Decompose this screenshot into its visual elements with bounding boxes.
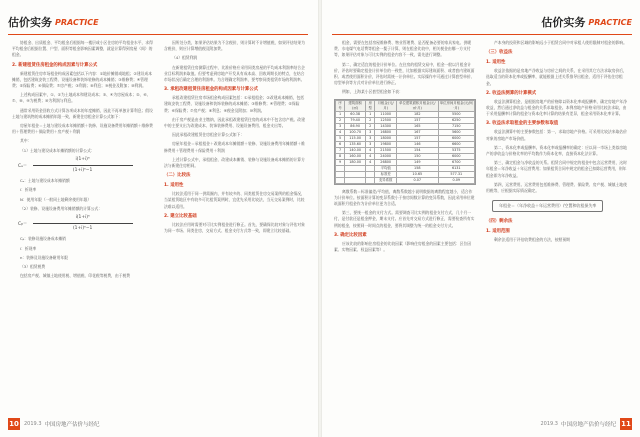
table-cell: 182: [397, 111, 438, 117]
table-cell: 2: [366, 117, 375, 123]
paragraph: 比较法应用时需要对可比实例租金进行修正。首先，要确保比较对象与评估对象为同一市场、同类住房，交易方式、租金支付方式等一致，即建立比较基础。: [164, 221, 305, 234]
table-cell: 86.90: [345, 123, 366, 129]
table-cell: 0.07: [397, 177, 438, 183]
table-header-cell: 月租金(元/月): [375, 100, 397, 111]
paragraph: 承租改建租赁住房市场租金构成因素包括：①承租租金；②改建成本摊销，包括建筑安装工程费、设施设备和装饰装修的成本摊销；③维修费；④管理费；⑤保险费；⑥保险费；⑦房产税；⑧利息；⑨税金及附加；⑩利润。: [164, 95, 305, 113]
paragraph: （2）装修、设施设备费用年摊销额的计算公式：: [20, 205, 103, 211]
left-header-title-en: PRACTICE: [55, 17, 99, 27]
paragraph: 上述计算公式中，承租租金、改建成本摊销、装修与设施设备成本摊销的计算方法与新建住房相同。: [164, 156, 305, 169]
table-cell: 115.00: [345, 135, 366, 141]
table-row: [336, 177, 475, 183]
table-cell: 5500: [438, 111, 474, 117]
left-page-number: 10: [9, 420, 19, 428]
table-cell: [336, 177, 345, 183]
column-2: [164, 40, 306, 410]
table-cell: 5375: [438, 147, 474, 153]
table-cell: 4: [366, 153, 375, 159]
table-cell: 6600: [438, 141, 474, 147]
table-cell: 18000: [375, 135, 397, 141]
left-header-title: 估价实务: [8, 16, 52, 29]
paragraph: 房屋年租金＝土地与建设成本年摊销额＋装修、设施设备费用年摊销额＋维修费用＋管理费用＋保险费用＋房产税＋利润: [12, 123, 153, 135]
paragraph: 收益法依据的是房地产净收益与房价之间的关系，在采用其它方法求取房价后，选取适当的资本化率或报酬率，就能根据上述关系推导出租金，适用于评估住房租金。: [486, 68, 627, 86]
table-cell: 60.38: [345, 111, 366, 117]
paragraph: 协租金、出质租金、平均租金后根据每一楼层或小区住房的平均租金水平，求得平均租金后根据位置、户型、面积等租金影响因素调整，就是计算得到房屋（间）的租金。: [12, 40, 153, 58]
paragraph: 因所处分类，如果评估结果为不含税价，则计算时不计增值税，如果评估结果为含税价，则应计算增值税及附加费。: [164, 40, 305, 52]
paragraph: N：使用年限（一般同土地剩余使用年限）: [20, 196, 92, 202]
paragraph: 收益法测算租金，是根据房地产的价格除以资本化率或报酬率，确定房地产年净收益，然后通过净收益与租金的关系求取租金。本例房地产价格采用比较法求取，由于采用报酬率计算的租金与资本化率计算的结果有差异，租金采用资本化率计算。: [486, 98, 627, 117]
table-cell: 577.31: [438, 171, 474, 177]
paragraph: 例如，上海某小区套型租金如下表：: [342, 89, 403, 95]
paragraph: i：折现率: [20, 187, 37, 193]
paragraph: 新建租赁住房市场租金构成因素包括以下内容：①地价摊销或地租；②建设成本摊销，包括建筑安装工程费、设施设备和装饰装修的成本摊销；③维修费；④管理费；⑤保险费；⑥保险费；⑦房产税；③利润；⑧利息；⑨税金及附加；⑩利润。: [12, 70, 153, 89]
right-header-rule: [332, 34, 632, 35]
table-cell: 100.70: [345, 129, 366, 135]
left-issue: 2019.3: [24, 421, 42, 427]
table-cell: 6700: [438, 159, 474, 165]
paragraph: 收益法测算中的主要参数包括：第一，求取房地产价格。可采用比较法来取估价对象的房地产市场价值。: [486, 129, 627, 141]
section-heading: （三）收益法: [486, 50, 513, 56]
table-cell: 4: [366, 147, 375, 153]
table-cell: 19800: [375, 141, 397, 147]
subsection-heading: 3. 确定比较因素: [334, 232, 367, 238]
table-header-cell: 房型: [366, 100, 375, 111]
table-cell: [366, 177, 375, 183]
paragraph: 通常采用资金回收方式计算各项成本的年度摊销，因此不再单独计算利息；假设土地与建筑物的成本摊销年限一致，新建住房租金计算公式如下：: [12, 107, 153, 119]
table-cell: 3: [336, 123, 345, 129]
paragraph: 在新建租赁住房测算过程中，比准价格应采用同类房屋的平均成本利润率结合企业目标利润来取值。但要考虑到房地产开发具有成本高、回收周期长的特点，在结合市场状况后确定合理的利润率。为合理确定利润率，要考察同类租赁市场的利润率。: [164, 64, 305, 83]
table-cell: 12500: [375, 117, 397, 123]
table-cell: 2: [366, 123, 375, 129]
left-header-rule: [8, 34, 308, 35]
paragraph: n：装修及设施设备耐用年限: [20, 254, 68, 260]
paragraph: 因此承租改建租赁住房租金计算公式如下：: [172, 132, 245, 138]
table-cell: 14300: [375, 123, 397, 129]
subsection-heading: 1. 适用范围: [486, 229, 510, 235]
table-cell: 3: [366, 129, 375, 135]
table-cell: 157: [397, 117, 438, 123]
paragraph: 第三，要统一租金的支付方式。需要调查可比实例的租金支付方式，几个月一付，是付款还是租金押金，期末支付。应首先对交易方式进行修正，需要检查所有实例的租金，按照同一时间点的租金，要将其调整为统一的租金支付方式。: [334, 210, 475, 228]
subsection-heading: 2. 建立比较基础: [164, 213, 197, 219]
table-cell: 8: [336, 153, 345, 159]
left-page-footer: [8, 417, 100, 431]
subsection-heading: 1. 适用性: [164, 183, 184, 189]
paragraph: i：折现率: [20, 245, 37, 251]
table-header-cell: 单位建筑面积月租金(元/㎡·月): [397, 100, 438, 111]
paragraph: 应该比较的影响住房租金的比较因素（影响住房租金的因素主要包括：区位因素、实物因素、权益因素等）。: [334, 240, 472, 253]
paragraph: 比较法适用于同一供需圈内，并有较多的、同类租赁住房交易案例的租金情况，当某租赁地区中有较多可比租赁案例时，宜优先采用比较法，当无交易案例时，比较法难以适用。: [164, 191, 305, 209]
page-gutter: [318, 0, 322, 437]
table-cell: 180.00: [345, 159, 366, 165]
table-header-cell: 序号: [336, 100, 345, 111]
table-cell: 154: [397, 147, 438, 153]
paragraph: 剩余法适用于评估收费租金的方法，按照预期: [494, 237, 570, 243]
table-cell: 4: [336, 129, 345, 135]
table-cell: 160.00: [345, 153, 366, 159]
paragraph: Cₐ：土地与建设成本年摊销额: [20, 178, 70, 184]
paragraph: Cᵦ：装修设施设备成本摊销: [20, 236, 66, 242]
table-cell: 6: [336, 141, 345, 147]
rent-table: [335, 100, 475, 184]
paragraph: 离散系数＝标准偏差/平均值，离散系数越小说明数据的离散程度越小，适合作为计价单位。按面积计算的变异系数小于按房间数计算的变异系数，因此采用单位建筑面积月租金作为计价单位更为合适。: [334, 188, 475, 207]
paragraph: 第三，确定租金与净收益的关系。租赁合同中规定的租金中包含运营费用，这时年租金＝年净收益＋年运营费用；如果租赁合同中规定的租金已扣除运营费用，则年租金即为年净收益。: [486, 160, 627, 178]
formula-denominator: (1+i)ⁿ−1: [72, 168, 93, 174]
paragraph: 其中：: [20, 138, 32, 144]
left-page-header: [8, 12, 99, 32]
table-cell: 6000: [438, 153, 474, 159]
right-page-header: [541, 12, 632, 32]
table-cell: 10.65: [397, 171, 438, 177]
table-cell: 157: [397, 135, 438, 141]
formula-numerator: i(1+i)ⁿ: [75, 215, 90, 221]
table-cell: 4: [366, 159, 375, 165]
column-3: [334, 40, 476, 410]
table-cell: 6250: [438, 117, 474, 123]
section-heading: （二）比较法: [164, 173, 191, 179]
table-header-row: [336, 100, 475, 111]
table-cell: 7150: [438, 123, 474, 129]
table-cell: 6131: [438, 165, 474, 171]
table-cell: 79.40: [345, 117, 366, 123]
paragraph: 产本身的投资和区域的影响远小于租赁合同中对承租人使用限制对租金的影响。: [494, 40, 627, 45]
section-heading: 2. 新建租赁住房租金的构成因素与计算公式: [12, 62, 98, 68]
rent-table-container: [334, 99, 476, 185]
formula-lhs: Cᵦ＝: [18, 222, 28, 228]
table-cell: 16800: [375, 129, 397, 135]
section-heading: （四）剩余法: [486, 219, 513, 225]
subsection-heading: 1. 适用性: [486, 60, 506, 66]
paragraph: 房屋年租金＝承租租金＋改建成本年摊销额＋装修、设施设备费用年摊销额＋维修费用＋管理费用＋保险费用＋利润: [164, 141, 305, 153]
paragraph: 由于房产税是由业主缴纳，因此承租改建租赁住房的成本中不包含房产税。改建中的主要支出为改建成本、装饰装修费用、设施设备费用、租金支出等。: [164, 116, 305, 129]
table-cell: 24000: [375, 153, 397, 159]
table-cell: 变异系数: [375, 177, 397, 183]
formula-lhs: Cₐ＝: [18, 164, 28, 170]
table-cell: 平均值: [375, 165, 397, 171]
paragraph: （3）租赁税费: [20, 264, 46, 270]
table-body: [336, 111, 475, 183]
table-cell: 146: [397, 141, 438, 147]
table-header-cell: 单位房间月租金(元/间·月): [439, 100, 473, 110]
table-cell: 26800: [375, 159, 397, 165]
right-page-number: 11: [621, 420, 631, 428]
table-header-cell: 建筑面积(㎡): [345, 100, 366, 111]
paragraph: （4）租赁利润: [172, 55, 198, 61]
section-heading: 3. 承租改建租赁住房租金的构成因素与计算公式: [164, 87, 259, 93]
right-journal-name: 中国房地产估价与经纪: [560, 422, 616, 428]
table-cell: 150: [397, 153, 438, 159]
subsection-heading: 3. 收益法求取租金的主要参数和取值: [486, 121, 559, 127]
table-cell: 5: [336, 135, 345, 141]
rent-formula: 年租金＝（年净收益＋年运营费用）/空置和收租损失率: [492, 200, 603, 212]
table-cell: 140.00: [345, 147, 366, 153]
right-header-title: 估价实务: [541, 16, 586, 29]
table-cell: 7: [336, 147, 345, 153]
table-cell: 3: [366, 135, 375, 141]
formula-decoration-cost: [18, 215, 154, 232]
paragraph: 上述构成因素中，①、②为土地成本和建设成本；③、④为房屋成本；⑤、⑥、⑦、⑧、⑨为税费；⑩为利润与利息。: [12, 92, 151, 104]
table-cell: 165: [397, 123, 438, 129]
table-cell: 1: [336, 111, 345, 117]
paragraph: 第二，确定适宜的租金计价单位。在住房的租赁交易中，租金一般以月租金计价，评估时要确定租金计价单位的一致性，比如根据实际建筑面积、或者套内建筑面积、或者使用面积计价，评估时需统一计价单位。实际操作中可通过计算套型单价、房型单价等方式对计价单位进行修正。: [334, 61, 475, 86]
right-issue: 2019.3: [540, 421, 558, 427]
formula-fraction: [33, 215, 133, 232]
table-cell: 3: [366, 141, 375, 147]
right-page-footer: [540, 417, 632, 431]
right-header-title-en: PRACTICE: [588, 17, 632, 27]
subsection-heading: 2. 收益法测算的计算模式: [486, 90, 537, 96]
table-cell: 158: [397, 165, 438, 171]
table-cell: 5600: [438, 129, 474, 135]
formula-fraction: [33, 157, 133, 174]
table-cell: 21500: [375, 147, 397, 153]
table-cell: 1: [366, 111, 375, 117]
table-cell: 9: [336, 159, 345, 165]
table-cell: 135.60: [345, 141, 366, 147]
formula-land-cost: [18, 157, 154, 174]
table-cell: 0.09: [438, 177, 474, 183]
left-journal-name: 中国房地产估价与经纪: [44, 422, 100, 428]
table-cell: 2: [336, 117, 345, 123]
paragraph: 第二，资本化率或报酬率。资本化率或报酬率的确定：应以同一市场上类似房地产的净收益与价格比率的平均数作为资本化率，直接资本化法计算。: [486, 144, 627, 157]
table-cell: 11000: [375, 111, 397, 117]
table-cell: [345, 177, 366, 183]
paragraph: 包括房产税、城镇土地使用税、增值税、印花税等税费，由于税费: [20, 273, 131, 279]
paragraph: 第四，运营费用。运营费用包括维修费、管理费、保险费、房产税、城镇土地使用税等，应根据实际情况确定。: [486, 181, 627, 194]
paragraph: （1）土地与建设成本年摊销额的计算公式：: [20, 147, 95, 153]
table-cell: 6000: [438, 135, 474, 141]
formula-denominator: (1+i)ⁿ−1: [72, 226, 93, 232]
paragraph: 租金，需要在包括房屋维修费、物业管理费、是否配备必要的家具家电、供暖费、水电煤气电话费等租金一揽子计算，则在租金比较中，相关税金由哪一方支付等，如果评估对象与可比实例的租金内容不一致，需先进行调整。: [334, 40, 472, 58]
formula-numerator: i(1+i)ⁿ: [75, 156, 90, 162]
table-cell: 标准差: [375, 171, 397, 177]
table-cell: 149: [397, 159, 438, 165]
column-1: [12, 40, 154, 410]
table-cell: 167: [397, 129, 438, 135]
column-4: [486, 40, 628, 410]
